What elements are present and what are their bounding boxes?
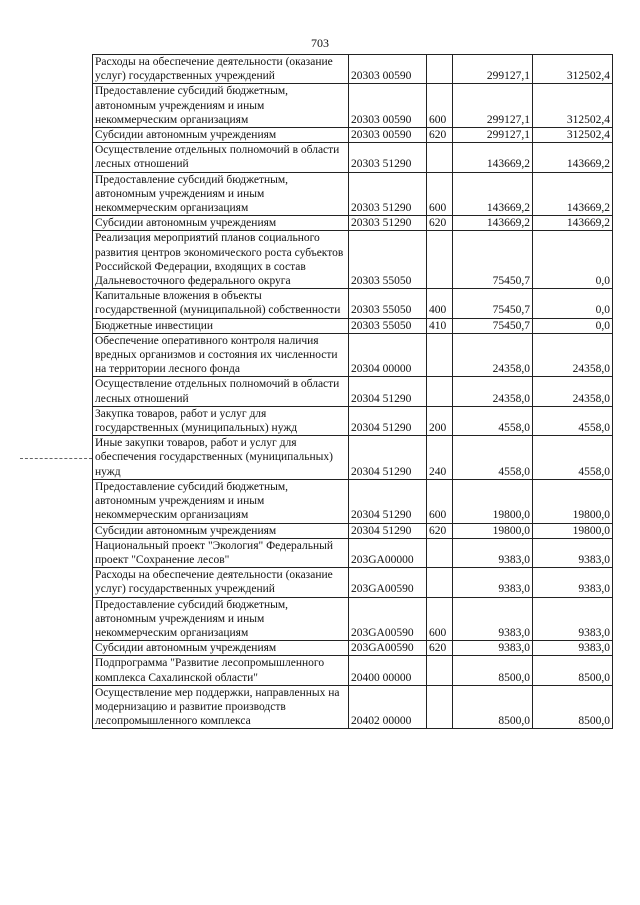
table-row xyxy=(93,84,613,128)
page-number: 703 xyxy=(311,36,329,50)
table-row xyxy=(93,333,613,377)
row-name: Реализация мероприятий планов социального развития центров экономического роста субъектов Российской Федерации, входящих в состав Дальневосточного федерального округа xyxy=(93,231,349,289)
row-name: Предоставление субсидий бюджетным, автономным учреждениям и иным некоммерческим организациям xyxy=(93,84,349,128)
table-row xyxy=(93,685,613,729)
expense-type-code xyxy=(427,333,453,377)
expense-type-code: 400 xyxy=(427,289,453,318)
amount-year-2: 143669,2 xyxy=(533,143,613,172)
expense-type-code xyxy=(427,143,453,172)
amount-year-1: 8500,0 xyxy=(453,656,533,685)
amount-year-2: 8500,0 xyxy=(533,685,613,729)
amount-year-2: 19800,0 xyxy=(533,479,613,523)
row-name: Закупка товаров, работ и услуг для государственных (муниципальных) нужд xyxy=(93,406,349,435)
table-row xyxy=(93,568,613,597)
expense-type-code: 600 xyxy=(427,84,453,128)
amount-year-1: 4558,0 xyxy=(453,406,533,435)
target-article-code: 20303 00590 xyxy=(349,128,427,143)
amount-year-2: 4558,0 xyxy=(533,436,613,480)
expense-type-code: 200 xyxy=(427,406,453,435)
amount-year-2: 0,0 xyxy=(533,231,613,289)
amount-year-2: 143669,2 xyxy=(533,216,613,231)
amount-year-1: 75450,7 xyxy=(453,318,533,333)
table-row xyxy=(93,172,613,216)
table-row xyxy=(93,656,613,685)
expense-type-code xyxy=(427,538,453,567)
target-article-code: 203GA00590 xyxy=(349,641,427,656)
amount-year-1: 75450,7 xyxy=(453,289,533,318)
amount-year-1: 299127,1 xyxy=(453,128,533,143)
target-article-code: 20303 00590 xyxy=(349,55,427,84)
row-name: Осуществление отдельных полномочий в области лесных отношений xyxy=(93,377,349,406)
amount-year-2: 312502,4 xyxy=(533,55,613,84)
row-name: Осуществление отдельных полномочий в области лесных отношений xyxy=(93,143,349,172)
target-article-code: 20303 51290 xyxy=(349,216,427,231)
amount-year-1: 9383,0 xyxy=(453,538,533,567)
table-row xyxy=(93,143,613,172)
expense-type-code xyxy=(427,685,453,729)
row-name: Обеспечение оперативного контроля наличия вредных организмов и состояния их численности на территории лесного фонда xyxy=(93,333,349,377)
amount-year-2: 312502,4 xyxy=(533,128,613,143)
amount-year-1: 143669,2 xyxy=(453,216,533,231)
table-row xyxy=(93,523,613,538)
amount-year-1: 299127,1 xyxy=(453,55,533,84)
amount-year-1: 143669,2 xyxy=(453,143,533,172)
expense-type-code: 410 xyxy=(427,318,453,333)
expense-type-code: 620 xyxy=(427,128,453,143)
row-name: Субсидии автономным учреждениям xyxy=(93,216,349,231)
expense-type-code xyxy=(427,377,453,406)
target-article-code: 20304 51290 xyxy=(349,436,427,480)
expense-type-code: 620 xyxy=(427,641,453,656)
row-name: Предоставление субсидий бюджетным, автономным учреждениям и иным некоммерческим организациям xyxy=(93,597,349,641)
table-row xyxy=(93,406,613,435)
amount-year-2: 8500,0 xyxy=(533,656,613,685)
target-article-code: 20402 00000 xyxy=(349,685,427,729)
target-article-code: 20303 00590 xyxy=(349,84,427,128)
table-row xyxy=(93,538,613,567)
table-row xyxy=(93,289,613,318)
table-row xyxy=(93,128,613,143)
target-article-code: 20303 55050 xyxy=(349,318,427,333)
target-article-code: 203GA00000 xyxy=(349,538,427,567)
amount-year-2: 9383,0 xyxy=(533,597,613,641)
amount-year-2: 312502,4 xyxy=(533,84,613,128)
row-name: Предоставление субсидий бюджетным, автономным учреждениям и иным некоммерческим организациям xyxy=(93,479,349,523)
target-article-code: 20400 00000 xyxy=(349,656,427,685)
amount-year-1: 9383,0 xyxy=(453,597,533,641)
target-article-code: 20303 51290 xyxy=(349,172,427,216)
table-row xyxy=(93,641,613,656)
expense-type-code: 600 xyxy=(427,597,453,641)
amount-year-1: 24358,0 xyxy=(453,333,533,377)
target-article-code: 20303 55050 xyxy=(349,231,427,289)
amount-year-2: 9383,0 xyxy=(533,568,613,597)
expense-type-code xyxy=(427,231,453,289)
expense-type-code: 600 xyxy=(427,479,453,523)
row-name: Подпрограмма "Развитие лесопромышленного комплекса Сахалинской области" xyxy=(93,656,349,685)
amount-year-2: 143669,2 xyxy=(533,172,613,216)
amount-year-1: 4558,0 xyxy=(453,436,533,480)
budget-table xyxy=(92,54,613,729)
row-name: Расходы на обеспечение деятельности (оказание услуг) государственных учреждений xyxy=(93,55,349,84)
amount-year-1: 143669,2 xyxy=(453,172,533,216)
expense-type-code: 240 xyxy=(427,436,453,480)
row-name: Иные закупки товаров, работ и услуг для обеспечения государственных (муниципальных) нужд xyxy=(93,436,349,480)
target-article-code: 20304 51290 xyxy=(349,377,427,406)
row-name: Расходы на обеспечение деятельности (оказание услуг) государственных учреждений xyxy=(93,568,349,597)
target-article-code: 20304 00000 xyxy=(349,333,427,377)
row-name: Бюджетные инвестиции xyxy=(93,318,349,333)
expense-type-code xyxy=(427,656,453,685)
expense-type-code xyxy=(427,568,453,597)
amount-year-2: 9383,0 xyxy=(533,538,613,567)
row-name: Субсидии автономным учреждениям xyxy=(93,523,349,538)
amount-year-1: 8500,0 xyxy=(453,685,533,729)
row-name: Капитальные вложения в объекты государственной (муниципальной) собственности xyxy=(93,289,349,318)
expense-type-code: 620 xyxy=(427,216,453,231)
table-row xyxy=(93,55,613,84)
target-article-code: 203GA00590 xyxy=(349,597,427,641)
row-name: Предоставление субсидий бюджетным, автономным учреждениям и иным некоммерческим организациям xyxy=(93,172,349,216)
table-row xyxy=(93,231,613,289)
expense-type-code xyxy=(427,55,453,84)
row-name: Национальный проект "Экология" Федеральный проект "Сохранение лесов" xyxy=(93,538,349,567)
table-row xyxy=(93,597,613,641)
amount-year-2: 4558,0 xyxy=(533,406,613,435)
row-name: Осуществление мер поддержки, направленных на модернизацию и развитие производств лесопромышленного комплекса xyxy=(93,685,349,729)
table-row xyxy=(93,479,613,523)
amount-year-1: 9383,0 xyxy=(453,641,533,656)
target-article-code: 20304 51290 xyxy=(349,406,427,435)
target-article-code: 20303 55050 xyxy=(349,289,427,318)
amount-year-2: 24358,0 xyxy=(533,333,613,377)
expense-type-code: 600 xyxy=(427,172,453,216)
amount-year-1: 19800,0 xyxy=(453,479,533,523)
scan-artifact-line xyxy=(20,458,92,460)
amount-year-1: 9383,0 xyxy=(453,568,533,597)
row-name: Субсидии автономным учреждениям xyxy=(93,128,349,143)
target-article-code: 20304 51290 xyxy=(349,479,427,523)
table-row xyxy=(93,216,613,231)
budget-table-body xyxy=(93,55,613,729)
target-article-code: 20303 51290 xyxy=(349,143,427,172)
target-article-code: 203GA00590 xyxy=(349,568,427,597)
row-name: Субсидии автономным учреждениям xyxy=(93,641,349,656)
table-row xyxy=(93,318,613,333)
table-row xyxy=(93,377,613,406)
amount-year-2: 9383,0 xyxy=(533,641,613,656)
amount-year-1: 19800,0 xyxy=(453,523,533,538)
expense-type-code: 620 xyxy=(427,523,453,538)
amount-year-2: 0,0 xyxy=(533,318,613,333)
amount-year-1: 75450,7 xyxy=(453,231,533,289)
amount-year-2: 19800,0 xyxy=(533,523,613,538)
amount-year-2: 0,0 xyxy=(533,289,613,318)
table-row xyxy=(93,436,613,480)
amount-year-2: 24358,0 xyxy=(533,377,613,406)
amount-year-1: 24358,0 xyxy=(453,377,533,406)
target-article-code: 20304 51290 xyxy=(349,523,427,538)
amount-year-1: 299127,1 xyxy=(453,84,533,128)
